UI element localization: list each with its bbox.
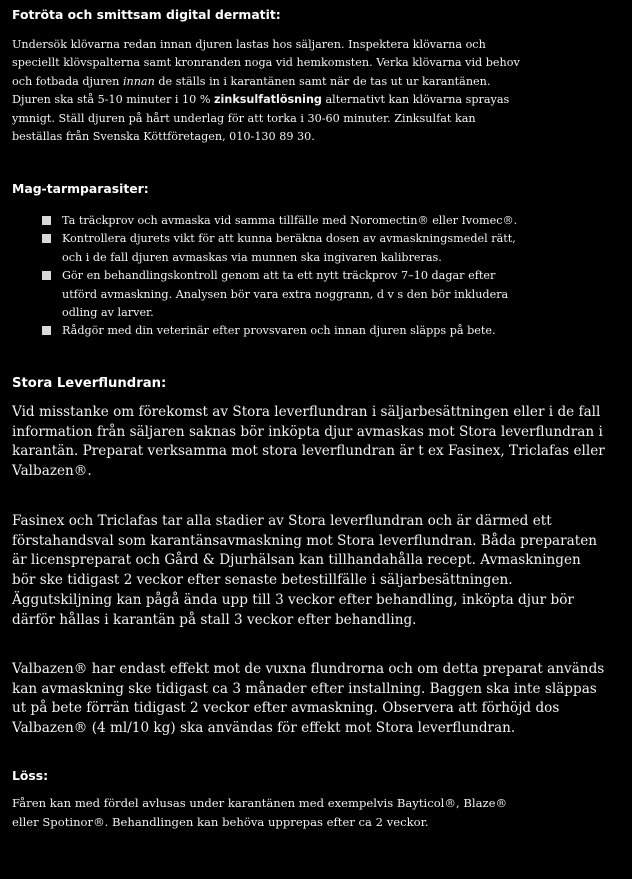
paragraph-leverflundran-1: Vid misstanke om förekomst av Stora leverflundran i säljarbesättningen eller i de fall information från säljaren saknas bör inköpta djur avmaskas mot Stora leverflundran i karantän. Preparat verksamma mot stora leverflundran är t ex Fasinex, Triclafas eller Valbazen®. [12, 404, 605, 480]
zinksulfat-highlight: zinksulfatlösning [214, 93, 322, 107]
paragraph-leverflundran-3: Valbazen® har endast effekt mot de vuxna flundrorna och om detta preparat används kan avmaskning ske tidigast ca 3 månader efter installning. Baggen ska inte släppas ut på bete förrän tidigast 2 veckor efter avmaskning. Observera att förhöjd dos Valbazen® (4 ml/10 kg) ska användas för effekt mot Stora leverflundran. [12, 661, 605, 737]
list-item: Ta träckprov och avmaska vid samma tillfälle med Noromectin® eller Ivomec®. [42, 212, 517, 230]
square-bullet-icon [42, 234, 51, 243]
paragraph-fotrota: Undersök klövarna redan innan djuren lastas hos säljaren. Inspektera klövarna och speciellt klövspalterna samt kronranden noga vid hemkomsten. Verka klövarna vid behov och fotbada djuren innan de ställs in i karantänen samt när de tas ut ur karantänen. Djuren ska stå 5-10 minuter i 10 % zinksulfatlösning alternativt kan klövarna sprayas ymnigt. Ställ djuren på hårt underlag för att torka i 30-60 minuter. Zinksulfat kan beställas från Svenska Köttföretagen, 010-130 89 30. [12, 38, 520, 144]
square-bullet-icon [42, 326, 51, 335]
section-heading-loss: Löss: [12, 768, 49, 783]
section-heading-magtarm: Mag-tarmparasiter: [12, 181, 149, 196]
list-item: Kontrollera djurets vikt för att kunna beräkna dosen av avmaskningsmedel rätt, och i de fall djuren avmaskas via munnen ska ingivaren kalibreras. [42, 230, 517, 267]
square-bullet-icon [42, 271, 51, 280]
square-bullet-icon [42, 216, 51, 225]
list-item: Gör en behandlingskontroll genom att ta ett nytt träckprov 7–10 dagar efter utförd avmaskning. Analysen bör vara extra noggrann, d v s den bör inkludera odling av larver. [42, 267, 517, 322]
list-item: Rådgör med din veterinär efter provsvaren och innan djuren släpps på bete. [42, 322, 517, 340]
paragraph-leverflundran-2: Fasinex och Triclafas tar alla stadier av Stora leverflundran och är därmed ett förstahandsval som karantänsavmaskning mot Stora leverflundran. Båda preparaten är licenspreparat och Gård & Djurhälsan kan tillhandahålla recept. Avmaskningen bör ske tidigast 2 veckor efter senaste betestillfälle i säljarbesättningen. Äggutskiljning kan pågå ända upp till 3 veckor efter behandling, inköpta djur bör därför hållas i karantän på stall 3 veckor efter behandling. [12, 513, 598, 628]
section-heading-leverflundran: Stora Leverflundran: [12, 376, 167, 391]
paragraph-loss: Fåren kan med fördel avlusas under karantänen med exempelvis Bayticol®, Blaze® eller Spotinor®. Behandlingen kan behöva upprepas efter ca 2 veckor. [12, 796, 508, 829]
bullet-list-magtarm [42, 212, 517, 341]
section-heading-fotrota: Fotröta och smittsam digital dermatit: [12, 7, 281, 22]
